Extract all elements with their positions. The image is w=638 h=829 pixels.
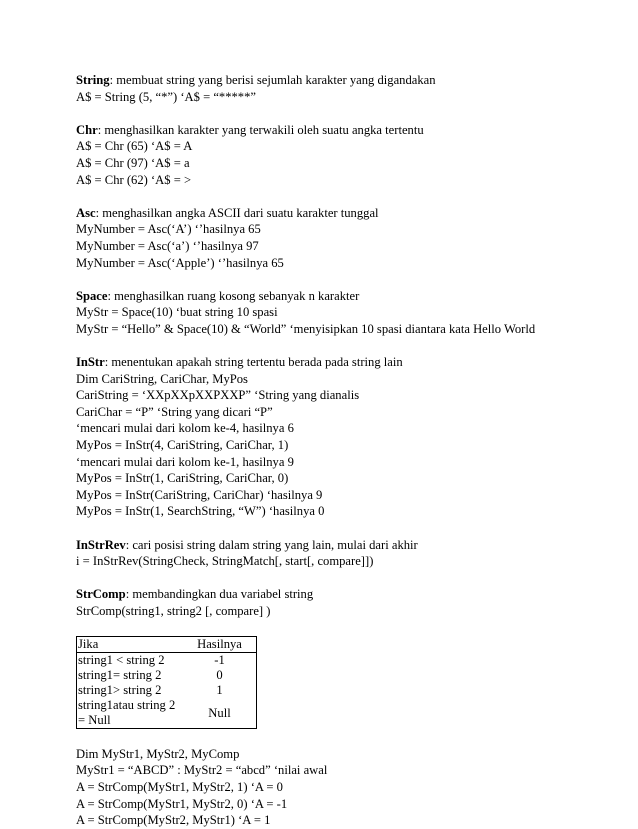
code-line: A$ = Chr (65) ‘A$ = A [76, 139, 193, 154]
code-line: A$ = String (5, “*”) ‘A$ = “*****” [76, 89, 256, 104]
code-comment: ‘mencari mulai dari kolom ke-4, hasilnya 6 [76, 421, 294, 436]
table-cell: 1 [183, 683, 257, 698]
table-cell: Null [183, 698, 257, 729]
code-line: MyPos = InStr(1, SearchString, “W”) ‘hasilnya 0 [76, 504, 325, 519]
string-description: : membuat string yang berisi sejumlah karakter yang digandakan [109, 73, 436, 87]
keyword-strcomp: StrComp [76, 587, 126, 602]
code-line: MyStr = Space(10) ‘buat string 10 spasi [76, 305, 278, 320]
table-header-row [77, 637, 257, 653]
code-line: MyNumber = Asc(‘Apple’) ‘’hasilnya 65 [76, 255, 284, 270]
table-row [77, 683, 257, 698]
chr-heading [76, 122, 606, 139]
spacer [76, 271, 606, 288]
code-line: MyStr = “Hello” & Space(10) & “World” ‘menyisipkan 10 spasi diantara kata Hello World [76, 321, 536, 336]
keyword-chr: Chr [76, 122, 98, 137]
strcomp-result-table [76, 636, 257, 729]
code-line: A$ = Chr (97) ‘A$ = a [76, 155, 190, 170]
table-cell: -1 [183, 653, 257, 669]
code-line: MyStr1 = “ABCD” : MyStr2 = “abcd” ‘nilai awal [76, 763, 328, 778]
table-cell: string1 < string 2 [77, 653, 184, 669]
table-cell: string1atau string 2 = Null [77, 698, 184, 729]
space-heading [76, 288, 606, 305]
spacer [76, 338, 606, 355]
code-line: CariString = ‘XXpXXpXXPXXP” ‘String yang dianalis [76, 388, 360, 403]
keyword-instr: InStr [76, 355, 105, 370]
spacer [76, 729, 606, 746]
code-line: MyPos = InStr(4, CariString, CariChar, 1) [76, 438, 289, 453]
code-line: Dim MyStr1, MyStr2, MyComp [76, 746, 240, 761]
spacer [76, 105, 606, 122]
table-row [77, 653, 257, 669]
code-line: A$ = Chr (62) ‘A$ = > [76, 172, 192, 187]
asc-heading [76, 205, 606, 222]
spacer [76, 570, 606, 587]
document-content [76, 72, 606, 829]
instrrev-description: : cari posisi string dalam string yang lain, mulai dari akhir [125, 537, 418, 552]
asc-description: : menghasilkan angka ASCII dari suatu karakter tunggal [95, 205, 379, 220]
chr-description: : menghasilkan karakter yang terwakili oleh suatu angka tertentu [97, 122, 424, 137]
table-cell: 0 [183, 668, 257, 683]
code-line: MyNumber = Asc(‘a’) ‘’hasilnya 97 [76, 238, 259, 253]
code-line: Dim CariString, CariChar, MyPos [76, 371, 248, 386]
spacer [76, 188, 606, 205]
keyword-instrrev: InStrRev [76, 537, 126, 552]
code-line: CariChar = “P” ‘String yang dicari “P” [76, 404, 273, 419]
code-line: MyNumber = Asc(‘A’) ‘’hasilnya 65 [76, 222, 261, 237]
table-header-cell: Jika [77, 637, 184, 653]
code-comment: ‘mencari mulai dari kolom ke-1, hasilnya 9 [76, 454, 294, 469]
strcomp-heading [76, 586, 606, 603]
code-line: A = StrComp(MyStr1, MyStr2, 0) ‘A = -1 [76, 796, 288, 811]
string-heading [76, 72, 606, 89]
code-line: i = InStrRev(StringCheck, StringMatch[, start[, compare]]) [76, 554, 374, 569]
keyword-asc: Asc [76, 205, 96, 220]
keyword-space: Space [76, 288, 108, 303]
space-description: : menghasilkan ruang kosong sebanyak n karakter [107, 288, 360, 303]
keyword-string: String [76, 73, 110, 87]
code-line: MyPos = InStr(1, CariString, CariChar, 0) [76, 471, 289, 486]
table-header-cell: Hasilnya [183, 637, 257, 653]
strcomp-description: : membandingkan dua variabel string [125, 587, 314, 602]
spacer [76, 620, 606, 637]
instr-heading [76, 354, 606, 371]
table-cell: string1= string 2 [77, 668, 184, 683]
instr-description: : menentukan apakah string tertentu berada pada string lain [104, 355, 403, 370]
table-row [77, 668, 257, 683]
instrrev-heading [76, 537, 606, 554]
code-line: StrComp(string1, string2 [, compare] ) [76, 604, 271, 618]
table-row [77, 698, 257, 729]
code-line: MyPos = InStr(CariString, CariChar) ‘hasilnya 9 [76, 487, 323, 502]
spacer [76, 520, 606, 537]
table-cell: string1> string 2 [77, 683, 184, 698]
code-line: A = StrComp(MyStr1, MyStr2, 1) ‘A = 0 [76, 779, 283, 794]
code-line: A = StrComp(MyStr2, MyStr1) ‘A = 1 [76, 813, 271, 828]
